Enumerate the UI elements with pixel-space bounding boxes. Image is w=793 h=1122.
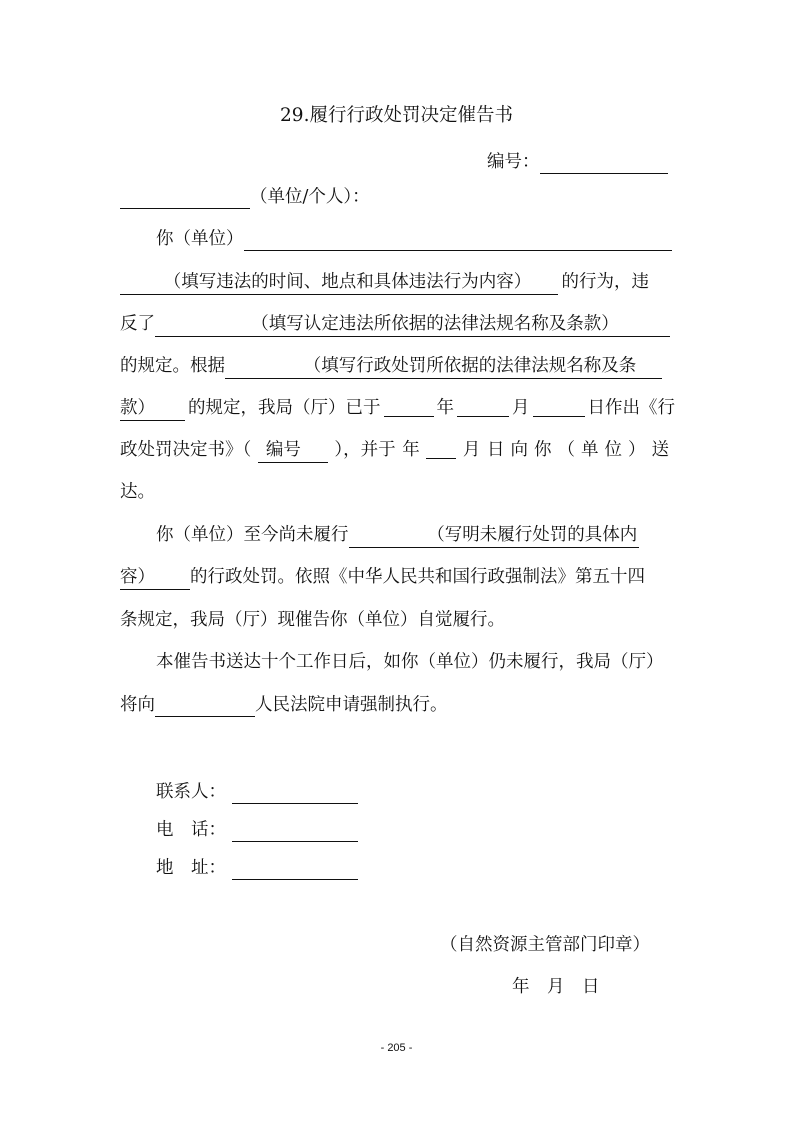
text: 款）	[120, 396, 155, 421]
p1-line2	[120, 270, 649, 295]
text: 年	[402, 440, 420, 460]
law-placeholder: （填写认定违法所依据的法律法规名称及条款）	[155, 312, 670, 337]
p2-line2	[120, 565, 645, 590]
p3-line2	[120, 693, 448, 717]
text: 的行政处罚。依照《中华人民共和国行政强制法》第五十四	[190, 567, 645, 587]
contact-person	[156, 780, 358, 804]
text: 容）	[120, 565, 155, 590]
seal-label: （自然资源主管部门印章）	[440, 935, 650, 955]
p1-line1	[156, 227, 672, 251]
p1-line5	[120, 396, 675, 421]
p3-line1: 本催告书送达十个工作日后，如你（单位）仍未履行，我局（厅）	[156, 652, 664, 672]
year-blank[interactable]	[384, 396, 434, 417]
addressee-suffix: （单位/个人）：	[250, 187, 370, 207]
page-number: - 205 -	[380, 1042, 413, 1054]
p1-line3	[120, 312, 670, 337]
p1-line6	[120, 438, 675, 463]
number-label: 编号：	[487, 152, 540, 172]
text: 你（单位）至今尚未履行	[156, 525, 349, 545]
label: 电 话：	[156, 820, 226, 840]
party-blank[interactable]	[244, 230, 672, 251]
blank[interactable]	[155, 569, 190, 590]
p2-line1	[156, 523, 639, 548]
violation-placeholder: （填写违法的时间、地点和具体违法行为内容）	[120, 270, 558, 295]
addressee-line	[120, 185, 370, 209]
text: 的规定，我局（厅）已于	[188, 398, 381, 418]
text: 日向你（单位）送	[486, 440, 675, 460]
number-field	[487, 150, 668, 174]
contact-phone	[156, 818, 358, 842]
date-label: 年 月 日	[512, 977, 600, 997]
text: 政处罚决定书》（	[120, 440, 252, 460]
text: 的规定。根据	[120, 356, 225, 376]
contact-person-blank[interactable]	[232, 783, 358, 804]
contact-phone-blank[interactable]	[232, 821, 358, 842]
text: 反了	[120, 314, 155, 334]
text: 年	[436, 398, 454, 418]
court-blank[interactable]	[155, 696, 255, 717]
addressee-blank[interactable]	[120, 188, 250, 209]
decision-number-placeholder: 编号	[258, 438, 328, 463]
document-title: 29.履行行政处罚决定催告书	[280, 105, 513, 126]
text: 你（单位）	[156, 229, 244, 249]
month-blank[interactable]	[426, 438, 456, 459]
label: 联系人：	[156, 782, 226, 802]
p1-line7: 达。	[120, 482, 155, 502]
text: 月	[462, 440, 481, 460]
p1-line4	[120, 354, 662, 379]
day-blank[interactable]	[533, 396, 585, 417]
text: 日作出《行	[587, 398, 675, 418]
number-blank[interactable]	[540, 153, 668, 174]
text: 月	[512, 398, 530, 418]
label: 地 址：	[156, 858, 226, 878]
contact-address	[156, 856, 358, 880]
unperformed-placeholder: （写明未履行处罚的具体内	[349, 523, 639, 548]
penalty-law-placeholder: （填写行政处罚所依据的法律法规名称及条	[225, 354, 662, 379]
text: ），并于	[334, 440, 396, 460]
contact-address-blank[interactable]	[232, 859, 358, 880]
p2-line3: 条规定，我局（厅）现催告你（单位）自觉履行。	[120, 610, 505, 630]
text: 将向	[120, 695, 155, 715]
blank[interactable]	[155, 400, 185, 421]
text: 的行为，违	[561, 272, 649, 292]
month-blank[interactable]	[457, 396, 509, 417]
text: 人民法院申请强制执行。	[255, 695, 448, 715]
